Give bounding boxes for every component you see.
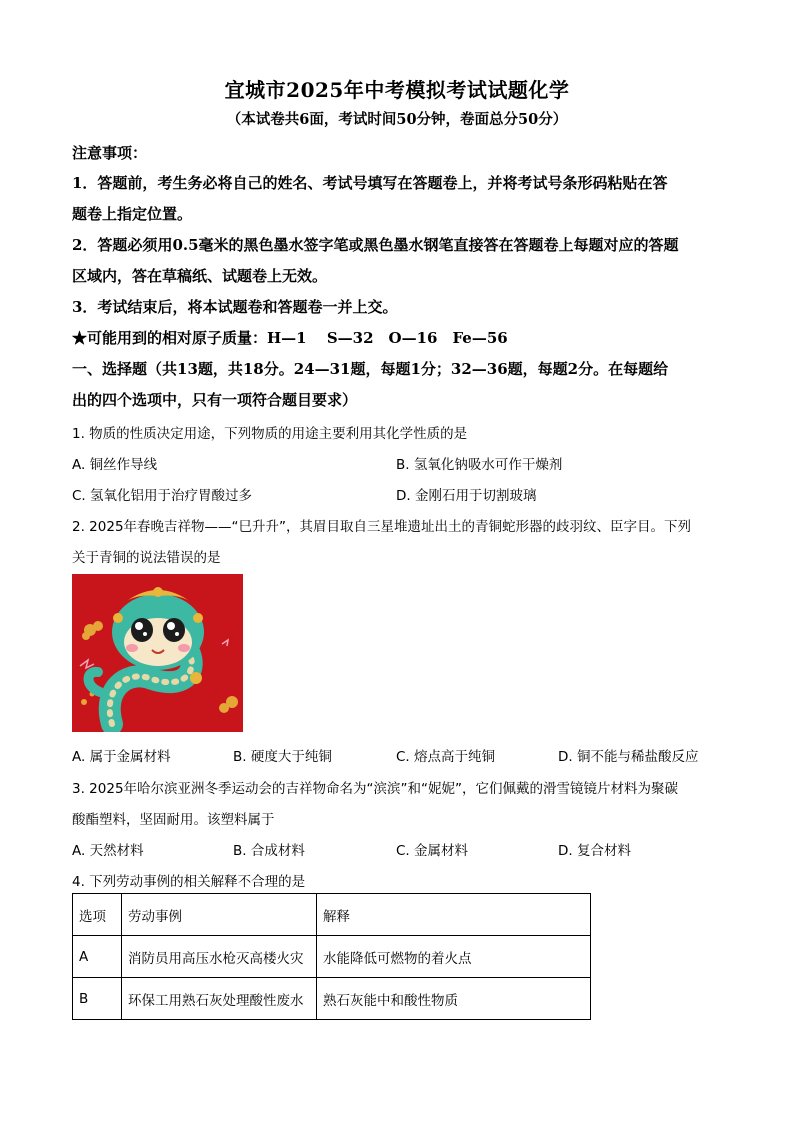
page-title: 宜城市2025年中考模拟考试试题化学 bbox=[224, 78, 570, 102]
table-cell: A bbox=[73, 936, 122, 978]
table-header-cell: 选项 bbox=[73, 894, 122, 936]
table-cell: 消防员用高压水枪灭高楼火灾 bbox=[122, 936, 317, 978]
notice-item-1-line-1: 1．答题前，考生务必将自己的姓名、考试号填写在答题卷上，并将考试号条形码粘贴在答 bbox=[72, 174, 668, 192]
question-3-option-c[interactable]: C. 金属材料 bbox=[396, 843, 469, 859]
question-2-option-b[interactable]: B. 硬度大于纯铜 bbox=[233, 749, 332, 765]
section-1-heading-line-1: 一、选择题（共13题，共18分。24—31题，每题1分；32—36题，每题2分。在每题给 bbox=[72, 360, 669, 378]
mascot-snake-image bbox=[72, 574, 243, 732]
table-row bbox=[73, 978, 591, 1020]
notice-item-1-line-2: 题卷上指定位置。 bbox=[72, 205, 193, 223]
page-subtitle: （本试卷共6面，考试时间50分钟，卷面总分50分） bbox=[226, 111, 568, 128]
table-header-cell: 劳动事例 bbox=[122, 894, 317, 936]
section-1-heading-line-2: 出的四个选项中，只有一项符合题目要求） bbox=[72, 391, 358, 409]
question-4-table bbox=[72, 893, 591, 1020]
question-1-option-b[interactable]: B. 氢氧化钠吸水可作干燥剂 bbox=[396, 457, 563, 473]
question-3-option-d[interactable]: D. 复合材料 bbox=[558, 843, 631, 859]
mascot-snake-icon bbox=[72, 574, 243, 732]
table-cell: 环保工用熟石灰处理酸性废水 bbox=[122, 978, 317, 1020]
question-1-option-c[interactable]: C. 氢氧化铝用于治疗胃酸过多 bbox=[72, 488, 253, 504]
question-3-option-b[interactable]: B. 合成材料 bbox=[233, 843, 305, 859]
question-1-stem: 1. 物质的性质决定用途，下列物质的用途主要利用其化学性质的是 bbox=[72, 426, 468, 442]
question-2-option-c[interactable]: C. 熔点高于纯铜 bbox=[396, 749, 496, 765]
question-4-stem: 4. 下列劳动事例的相关解释不合理的是 bbox=[72, 874, 306, 890]
question-3-stem-line-2: 酸酯塑料，坚固耐用。该塑料属于 bbox=[72, 812, 275, 828]
table-cell: B bbox=[73, 978, 122, 1020]
table-cell: 熟石灰能中和酸性物质 bbox=[317, 978, 591, 1020]
table-cell: 水能降低可燃物的着火点 bbox=[317, 936, 591, 978]
notice-item-2-line-2: 区域内，答在草稿纸、试题卷上无效。 bbox=[72, 267, 328, 285]
table-row bbox=[73, 936, 591, 978]
table-header-cell: 解释 bbox=[317, 894, 591, 936]
question-3-stem-line-1: 3. 2025年哈尔滨亚洲冬季运动会的吉祥物命名为“滨滨”和“妮妮”，它们佩戴的滑雪镜镜片材料为聚碳 bbox=[72, 781, 679, 797]
question-3-option-a[interactable]: A. 天然材料 bbox=[72, 843, 144, 859]
atomic-masses: ★可能用到的相对原子质量：H—1 S—32 O—16 Fe—56 bbox=[72, 329, 508, 347]
question-1-option-d[interactable]: D. 金刚石用于切割玻璃 bbox=[396, 488, 537, 504]
question-2-stem-line-2: 关于青铜的说法错误的是 bbox=[72, 550, 221, 566]
question-2-option-d[interactable]: D. 铜不能与稀盐酸反应 bbox=[558, 749, 699, 765]
question-1-option-a[interactable]: A. 铜丝作导线 bbox=[72, 457, 158, 473]
notice-item-3: 3．考试结束后，将本试题卷和答题卷一并上交。 bbox=[72, 298, 398, 316]
table-header-row bbox=[73, 894, 591, 936]
question-2-option-a[interactable]: A. 属于金属材料 bbox=[72, 749, 171, 765]
notice-item-2-line-1: 2．答题必须用0.5毫米的黑色墨水签字笔或黑色墨水钢笔直接答在答题卷上每题对应的答题 bbox=[72, 236, 679, 254]
question-2-stem-line-1: 2. 2025年春晚吉祥物——“巳升升”，其眉目取自三星堆遗址出土的青铜蛇形器的歧羽纹、臣字目。下列 bbox=[72, 519, 692, 535]
notice-heading: 注意事项： bbox=[72, 144, 148, 162]
